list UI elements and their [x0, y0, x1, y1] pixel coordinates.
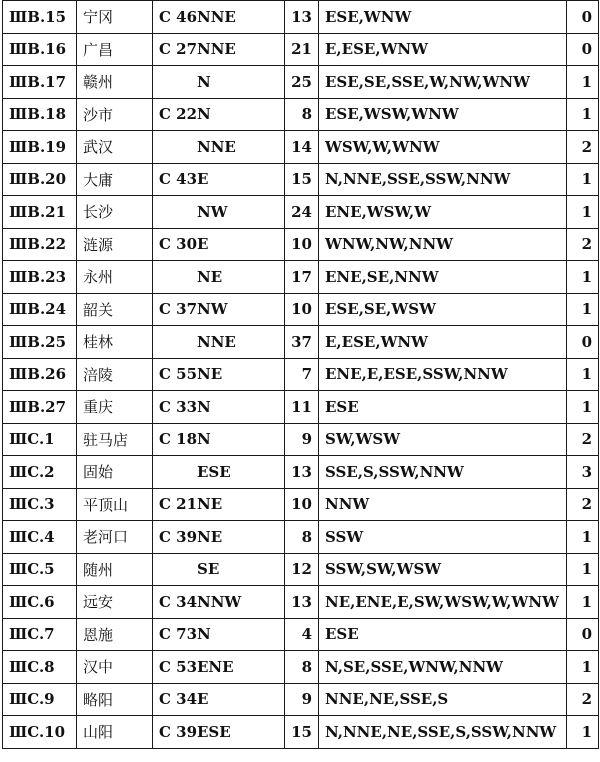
- prevailing-direction: E: [197, 170, 209, 189]
- zone-id-cell: ⅢB.27: [3, 391, 77, 424]
- station-name-cell: 沙市: [77, 98, 153, 131]
- prevailing-direction: N: [197, 397, 211, 416]
- prevailing-direction: E: [197, 690, 209, 709]
- station-name-cell: 长沙: [77, 196, 153, 229]
- count-cell: 2: [567, 423, 599, 456]
- station-name-cell: 武汉: [77, 131, 153, 164]
- count-cell: 0: [567, 1, 599, 34]
- prevailing-direction: NE: [197, 365, 223, 384]
- count-cell: 2: [567, 683, 599, 716]
- station-name-cell: 随州: [77, 553, 153, 586]
- secondary-directions-cell: WSW,W,WNW: [319, 131, 567, 164]
- zone-id-cell: ⅢC.1: [3, 423, 77, 456]
- zone-id-cell: ⅢB.16: [3, 33, 77, 66]
- wind-direction-table: [2, 0, 599, 749]
- calm-and-direction-cell: [153, 586, 285, 619]
- table-row: [3, 196, 599, 229]
- calm-frequency: C 46: [159, 7, 198, 26]
- secondary-directions-cell: ENE,E,ESE,SSW,NNW: [319, 358, 567, 391]
- secondary-directions-cell: SSW,SW,WSW: [319, 553, 567, 586]
- station-name-cell: 永州: [77, 261, 153, 294]
- secondary-directions-cell: ENE,WSW,W: [319, 196, 567, 229]
- calm-and-direction-cell: [153, 1, 285, 34]
- table-row: [3, 1, 599, 34]
- calm-and-direction-cell: [153, 488, 285, 521]
- table-row: [3, 293, 599, 326]
- count-cell: 1: [567, 651, 599, 684]
- zone-id-cell: ⅢC.3: [3, 488, 77, 521]
- count-cell: 1: [567, 521, 599, 554]
- prevailing-direction: E: [197, 235, 209, 254]
- table-row: [3, 521, 599, 554]
- station-name-cell: 重庆: [77, 391, 153, 424]
- direction-frequency-cell: 9: [285, 683, 319, 716]
- secondary-directions-cell: ESE: [319, 618, 567, 651]
- count-cell: 1: [567, 358, 599, 391]
- calm-and-direction-cell: [153, 261, 285, 294]
- direction-frequency-cell: 11: [285, 391, 319, 424]
- secondary-directions-cell: E,ESE,WNW: [319, 326, 567, 359]
- count-cell: 2: [567, 131, 599, 164]
- calm-frequency: C 73: [159, 625, 198, 644]
- secondary-directions-cell: NNE,NE,SSE,S: [319, 683, 567, 716]
- table-row: [3, 358, 599, 391]
- calm-frequency: C 27: [159, 40, 198, 59]
- calm-and-direction-cell: [153, 98, 285, 131]
- station-name-cell: 平顶山: [77, 488, 153, 521]
- calm-frequency: C 53: [159, 657, 198, 676]
- calm-and-direction-cell: [153, 228, 285, 261]
- zone-id-cell: ⅢB.23: [3, 261, 77, 294]
- count-cell: 0: [567, 326, 599, 359]
- prevailing-direction: NNE: [197, 7, 236, 26]
- direction-frequency-cell: 8: [285, 98, 319, 131]
- calm-frequency: C 21: [159, 495, 198, 514]
- zone-id-cell: ⅢC.9: [3, 683, 77, 716]
- table-row: [3, 98, 599, 131]
- zone-id-cell: ⅢC.8: [3, 651, 77, 684]
- station-name-cell: 宁冈: [77, 1, 153, 34]
- station-name-cell: 驻马店: [77, 423, 153, 456]
- station-name-cell: 大庸: [77, 163, 153, 196]
- prevailing-direction: NNE: [197, 332, 236, 351]
- table-row: [3, 488, 599, 521]
- secondary-directions-cell: WNW,NW,NNW: [319, 228, 567, 261]
- direction-frequency-cell: 7: [285, 358, 319, 391]
- prevailing-direction: NE: [197, 495, 223, 514]
- prevailing-direction: ESE: [197, 462, 231, 481]
- count-cell: 0: [567, 618, 599, 651]
- zone-id-cell: ⅢB.17: [3, 66, 77, 99]
- prevailing-direction: N: [197, 105, 211, 124]
- direction-frequency-cell: 25: [285, 66, 319, 99]
- zone-id-cell: ⅢB.22: [3, 228, 77, 261]
- zone-id-cell: ⅢC.2: [3, 456, 77, 489]
- count-cell: 1: [567, 553, 599, 586]
- calm-and-direction-cell: [153, 521, 285, 554]
- calm-and-direction-cell: [153, 391, 285, 424]
- count-cell: 1: [567, 586, 599, 619]
- secondary-directions-cell: NE,ENE,E,SW,WSW,W,WNW: [319, 586, 567, 619]
- direction-frequency-cell: 10: [285, 293, 319, 326]
- table-row: [3, 651, 599, 684]
- zone-id-cell: ⅢB.15: [3, 1, 77, 34]
- zone-id-cell: ⅢB.24: [3, 293, 77, 326]
- table-body: [3, 1, 599, 749]
- secondary-directions-cell: SSW: [319, 521, 567, 554]
- zone-id-cell: ⅢC.6: [3, 586, 77, 619]
- table-row: [3, 423, 599, 456]
- prevailing-direction: N: [197, 430, 211, 449]
- calm-frequency: C 22: [159, 105, 198, 124]
- calm-and-direction-cell: [153, 66, 285, 99]
- table-row: [3, 261, 599, 294]
- direction-frequency-cell: 21: [285, 33, 319, 66]
- calm-and-direction-cell: [153, 358, 285, 391]
- table-row: [3, 586, 599, 619]
- calm-and-direction-cell: [153, 651, 285, 684]
- table-row: [3, 131, 599, 164]
- station-name-cell: 涟源: [77, 228, 153, 261]
- direction-frequency-cell: 8: [285, 521, 319, 554]
- station-name-cell: 固始: [77, 456, 153, 489]
- calm-and-direction-cell: [153, 196, 285, 229]
- table-row: [3, 553, 599, 586]
- calm-frequency: C 39: [159, 722, 198, 741]
- calm-and-direction-cell: [153, 423, 285, 456]
- secondary-directions-cell: ENE,SE,NNW: [319, 261, 567, 294]
- prevailing-direction: NNE: [197, 40, 236, 59]
- prevailing-direction: NNE: [197, 137, 236, 156]
- calm-frequency: C 34: [159, 592, 198, 611]
- direction-frequency-cell: 10: [285, 228, 319, 261]
- zone-id-cell: ⅢC.10: [3, 716, 77, 749]
- secondary-directions-cell: N,SE,SSE,WNW,NNW: [319, 651, 567, 684]
- secondary-directions-cell: ESE,SE,WSW: [319, 293, 567, 326]
- prevailing-direction: NE: [197, 527, 223, 546]
- count-cell: 1: [567, 391, 599, 424]
- station-name-cell: 赣州: [77, 66, 153, 99]
- calm-frequency: C 34: [159, 690, 198, 709]
- station-name-cell: 韶关: [77, 293, 153, 326]
- calm-frequency: C 37: [159, 300, 198, 319]
- station-name-cell: 山阳: [77, 716, 153, 749]
- table-row: [3, 456, 599, 489]
- station-name-cell: 老河口: [77, 521, 153, 554]
- secondary-directions-cell: E,ESE,WNW: [319, 33, 567, 66]
- direction-frequency-cell: 15: [285, 716, 319, 749]
- calm-frequency: C 18: [159, 430, 198, 449]
- direction-frequency-cell: 15: [285, 163, 319, 196]
- calm-and-direction-cell: [153, 716, 285, 749]
- station-name-cell: 广昌: [77, 33, 153, 66]
- station-name-cell: 略阳: [77, 683, 153, 716]
- direction-frequency-cell: 12: [285, 553, 319, 586]
- station-name-cell: 桂林: [77, 326, 153, 359]
- secondary-directions-cell: ESE,WNW: [319, 1, 567, 34]
- count-cell: 2: [567, 228, 599, 261]
- table-row: [3, 228, 599, 261]
- direction-frequency-cell: 4: [285, 618, 319, 651]
- table-row: [3, 326, 599, 359]
- zone-id-cell: ⅢC.7: [3, 618, 77, 651]
- secondary-directions-cell: SW,WSW: [319, 423, 567, 456]
- calm-and-direction-cell: [153, 293, 285, 326]
- count-cell: 1: [567, 716, 599, 749]
- count-cell: 1: [567, 293, 599, 326]
- count-cell: 3: [567, 456, 599, 489]
- direction-frequency-cell: 13: [285, 586, 319, 619]
- calm-and-direction-cell: [153, 131, 285, 164]
- direction-frequency-cell: 24: [285, 196, 319, 229]
- prevailing-direction: N: [197, 72, 211, 91]
- calm-frequency: C 30: [159, 235, 198, 254]
- count-cell: 0: [567, 33, 599, 66]
- table-row: [3, 716, 599, 749]
- direction-frequency-cell: 8: [285, 651, 319, 684]
- calm-frequency: C 39: [159, 527, 198, 546]
- direction-frequency-cell: 13: [285, 1, 319, 34]
- calm-and-direction-cell: [153, 618, 285, 651]
- secondary-directions-cell: N,NNE,SSE,SSW,NNW: [319, 163, 567, 196]
- calm-and-direction-cell: [153, 33, 285, 66]
- zone-id-cell: ⅢB.25: [3, 326, 77, 359]
- table-row: [3, 618, 599, 651]
- prevailing-direction: NW: [197, 202, 228, 221]
- prevailing-direction: ENE: [197, 657, 234, 676]
- calm-and-direction-cell: [153, 163, 285, 196]
- secondary-directions-cell: ESE: [319, 391, 567, 424]
- count-cell: 1: [567, 163, 599, 196]
- secondary-directions-cell: SSE,S,SSW,NNW: [319, 456, 567, 489]
- table-row: [3, 163, 599, 196]
- secondary-directions-cell: ESE,SE,SSE,W,NW,WNW: [319, 66, 567, 99]
- count-cell: 1: [567, 66, 599, 99]
- zone-id-cell: ⅢB.20: [3, 163, 77, 196]
- count-cell: 2: [567, 488, 599, 521]
- calm-and-direction-cell: [153, 326, 285, 359]
- count-cell: 1: [567, 261, 599, 294]
- table-row: [3, 33, 599, 66]
- table-row: [3, 683, 599, 716]
- prevailing-direction: NE: [197, 267, 223, 286]
- prevailing-direction: ESE: [197, 722, 231, 741]
- direction-frequency-cell: 9: [285, 423, 319, 456]
- calm-frequency: C 43: [159, 170, 198, 189]
- calm-frequency: C 55: [159, 365, 198, 384]
- calm-frequency: C 33: [159, 397, 198, 416]
- zone-id-cell: ⅢB.18: [3, 98, 77, 131]
- table-row: [3, 66, 599, 99]
- prevailing-direction: N: [197, 625, 211, 644]
- zone-id-cell: ⅢB.26: [3, 358, 77, 391]
- direction-frequency-cell: 13: [285, 456, 319, 489]
- calm-and-direction-cell: [153, 553, 285, 586]
- table-row: [3, 391, 599, 424]
- secondary-directions-cell: NNW: [319, 488, 567, 521]
- zone-id-cell: ⅢB.19: [3, 131, 77, 164]
- prevailing-direction: NW: [197, 300, 228, 319]
- zone-id-cell: ⅢC.4: [3, 521, 77, 554]
- prevailing-direction: SE: [197, 560, 220, 579]
- secondary-directions-cell: ESE,WSW,WNW: [319, 98, 567, 131]
- station-name-cell: 恩施: [77, 618, 153, 651]
- calm-and-direction-cell: [153, 456, 285, 489]
- calm-and-direction-cell: [153, 683, 285, 716]
- direction-frequency-cell: 10: [285, 488, 319, 521]
- count-cell: 1: [567, 196, 599, 229]
- prevailing-direction: NNW: [197, 592, 242, 611]
- direction-frequency-cell: 17: [285, 261, 319, 294]
- direction-frequency-cell: 14: [285, 131, 319, 164]
- station-name-cell: 涪陵: [77, 358, 153, 391]
- station-name-cell: 远安: [77, 586, 153, 619]
- secondary-directions-cell: N,NNE,NE,SSE,S,SSW,NNW: [319, 716, 567, 749]
- zone-id-cell: ⅢC.5: [3, 553, 77, 586]
- station-name-cell: 汉中: [77, 651, 153, 684]
- direction-frequency-cell: 37: [285, 326, 319, 359]
- count-cell: 1: [567, 98, 599, 131]
- zone-id-cell: ⅢB.21: [3, 196, 77, 229]
